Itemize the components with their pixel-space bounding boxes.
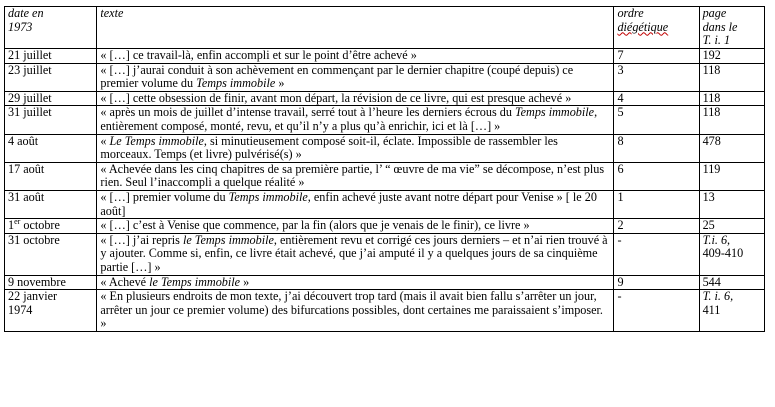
texte-title-segment: Temps immobile — [514, 105, 595, 120]
texte-segment: » — [275, 76, 285, 91]
row-texte — [97, 49, 614, 64]
table-row — [5, 275, 765, 290]
texte-segment: , enfin achevé juste avant notre départ pour Venise » [ le 20 août] — [100, 190, 597, 218]
row-ordre: 5 — [614, 106, 699, 134]
texte-segment: « Achevé — [100, 275, 150, 289]
row-date: 23 juillet — [5, 63, 97, 91]
row-texte — [97, 91, 614, 106]
row-date-sup: er — [14, 218, 21, 227]
texte-segment: » — [240, 275, 250, 289]
row-date: 22 janvier 1974 — [5, 290, 97, 332]
row-ordre: - — [614, 233, 699, 275]
texte-segment: « En plusieurs endroits de mon texte, j’ai découvert trop tard (mais il avait bien fallu s’arrêter un jour, arrêter un jour ce premier volume) des bifurcations possibles, dont certaines me paraissaient s’imposer. » — [100, 289, 603, 331]
row-page-volume: T.i. 6, — [702, 233, 731, 247]
journal-table — [4, 6, 765, 332]
header-ordre-line1: ordre — [617, 6, 644, 20]
table-row — [5, 49, 765, 64]
table-row — [5, 162, 765, 190]
row-texte — [97, 290, 614, 332]
texte-title-segment: Temps immobile — [228, 190, 308, 204]
header-texte: texte — [97, 7, 614, 49]
table-row — [5, 219, 765, 234]
header-date: date en 1973 — [5, 7, 97, 49]
row-page — [699, 233, 764, 275]
texte-segment: « […] cette obsession de finir, avant mon départ, la révision de ce livre, qui est presque achevé » — [100, 91, 572, 105]
row-page: 13 — [699, 190, 764, 218]
texte-segment: « […] j’ai repris — [100, 233, 183, 247]
row-texte — [97, 233, 614, 275]
header-ordre — [614, 7, 699, 49]
texte-title-segment: Temps immobile — [196, 76, 276, 91]
header-page: page dans le T. i. 1 — [699, 7, 764, 49]
row-page: 544 — [699, 275, 764, 290]
row-date-rest: octobre — [20, 218, 60, 233]
row-ordre: 7 — [614, 49, 699, 64]
row-date: 4 août — [5, 134, 97, 162]
texte-title-segment: le Temps immobile — [182, 233, 274, 247]
row-texte — [97, 63, 614, 91]
row-page: 119 — [699, 162, 764, 190]
row-ordre: 8 — [614, 134, 699, 162]
texte-title-segment: le Temps immobile — [149, 275, 241, 289]
row-date: 21 juillet — [5, 49, 97, 64]
row-page: 118 — [699, 106, 764, 134]
table-row — [5, 106, 765, 134]
table-body — [5, 49, 765, 332]
table-row — [5, 233, 765, 275]
texte-segment: « après un mois de juillet d’intense travail, serré tout à l’heure les derniers écrous du — [100, 105, 515, 120]
row-ordre: 1 — [614, 190, 699, 218]
row-texte — [97, 190, 614, 218]
row-texte — [97, 162, 614, 190]
table-row — [5, 290, 765, 332]
row-date: 9 novembre — [5, 275, 97, 290]
table-row — [5, 91, 765, 106]
row-ordre: 3 — [614, 63, 699, 91]
row-page — [699, 290, 764, 332]
header-row — [5, 7, 765, 49]
texte-title-segment: Le Temps immobile — [109, 134, 204, 148]
texte-segment: « […] premier volume du — [100, 190, 229, 204]
row-page: 118 — [699, 91, 764, 106]
row-date: 31 juillet — [5, 106, 97, 134]
row-texte — [97, 134, 614, 162]
header-ordre-line2: diégétique — [617, 19, 669, 34]
texte-segment: , si minutieusement composé soit-il, éclate. Impossible de rassembler les morceaux. Temps (et livre) pulvérisé(s) » — [100, 134, 558, 162]
row-ordre: 6 — [614, 162, 699, 190]
row-date: 17 août — [5, 162, 97, 190]
row-page-volume: T. i. 6, — [702, 289, 734, 304]
texte-segment: « […] c’est à Venise que commence, par la fin (alors que je venais de le finir), ce livre » — [100, 218, 530, 233]
row-page: 478 — [699, 134, 764, 162]
texte-segment: , entièrement revu et corrigé ces jours derniers – et n’ai rien trouvé à y ajouter. Comme si, enfin, ce livre était achevé, que j’ai amputé il y a quelques jours de sa cinquième partie […] » — [100, 233, 608, 274]
texte-segment: , entièrement composé, monté, revu, et qu’il n’y a plus qu’à enrichir, ici et là […] » — [100, 105, 598, 133]
row-page: 118 — [699, 63, 764, 91]
table-row — [5, 63, 765, 91]
row-ordre: 9 — [614, 275, 699, 290]
row-page: 192 — [699, 49, 764, 64]
row-page-number: 411 — [702, 302, 721, 317]
texte-segment: « […] j’aurai conduit à son achèvement en commençant par le dernier chapitre (coupé depuis) ce premier volume du — [100, 63, 574, 91]
row-texte — [97, 275, 614, 290]
row-date-num: 1 — [8, 218, 15, 233]
row-date: 29 juillet — [5, 91, 97, 106]
texte-segment: « — [100, 134, 110, 148]
row-texte — [97, 106, 614, 134]
row-date: 31 août — [5, 190, 97, 218]
table-row — [5, 190, 765, 218]
row-texte — [97, 219, 614, 234]
row-ordre: 2 — [614, 219, 699, 234]
row-page: 25 — [699, 219, 764, 234]
row-ordre: - — [614, 290, 699, 332]
texte-segment: « Achevée dans les cinq chapitres de sa première partie, l’ “ œuvre de ma vie” se décompose, n’est plus rien. Seul l’inaccompli a quelque réalité » — [100, 162, 605, 190]
row-date: 31 octobre — [5, 233, 97, 275]
row-date — [5, 219, 97, 234]
row-ordre: 4 — [614, 91, 699, 106]
row-page-number: 409-410 — [702, 246, 744, 261]
texte-segment: « […] ce travail-là, enfin accompli et sur le point d’être achevé » — [100, 48, 417, 62]
table-row — [5, 134, 765, 162]
